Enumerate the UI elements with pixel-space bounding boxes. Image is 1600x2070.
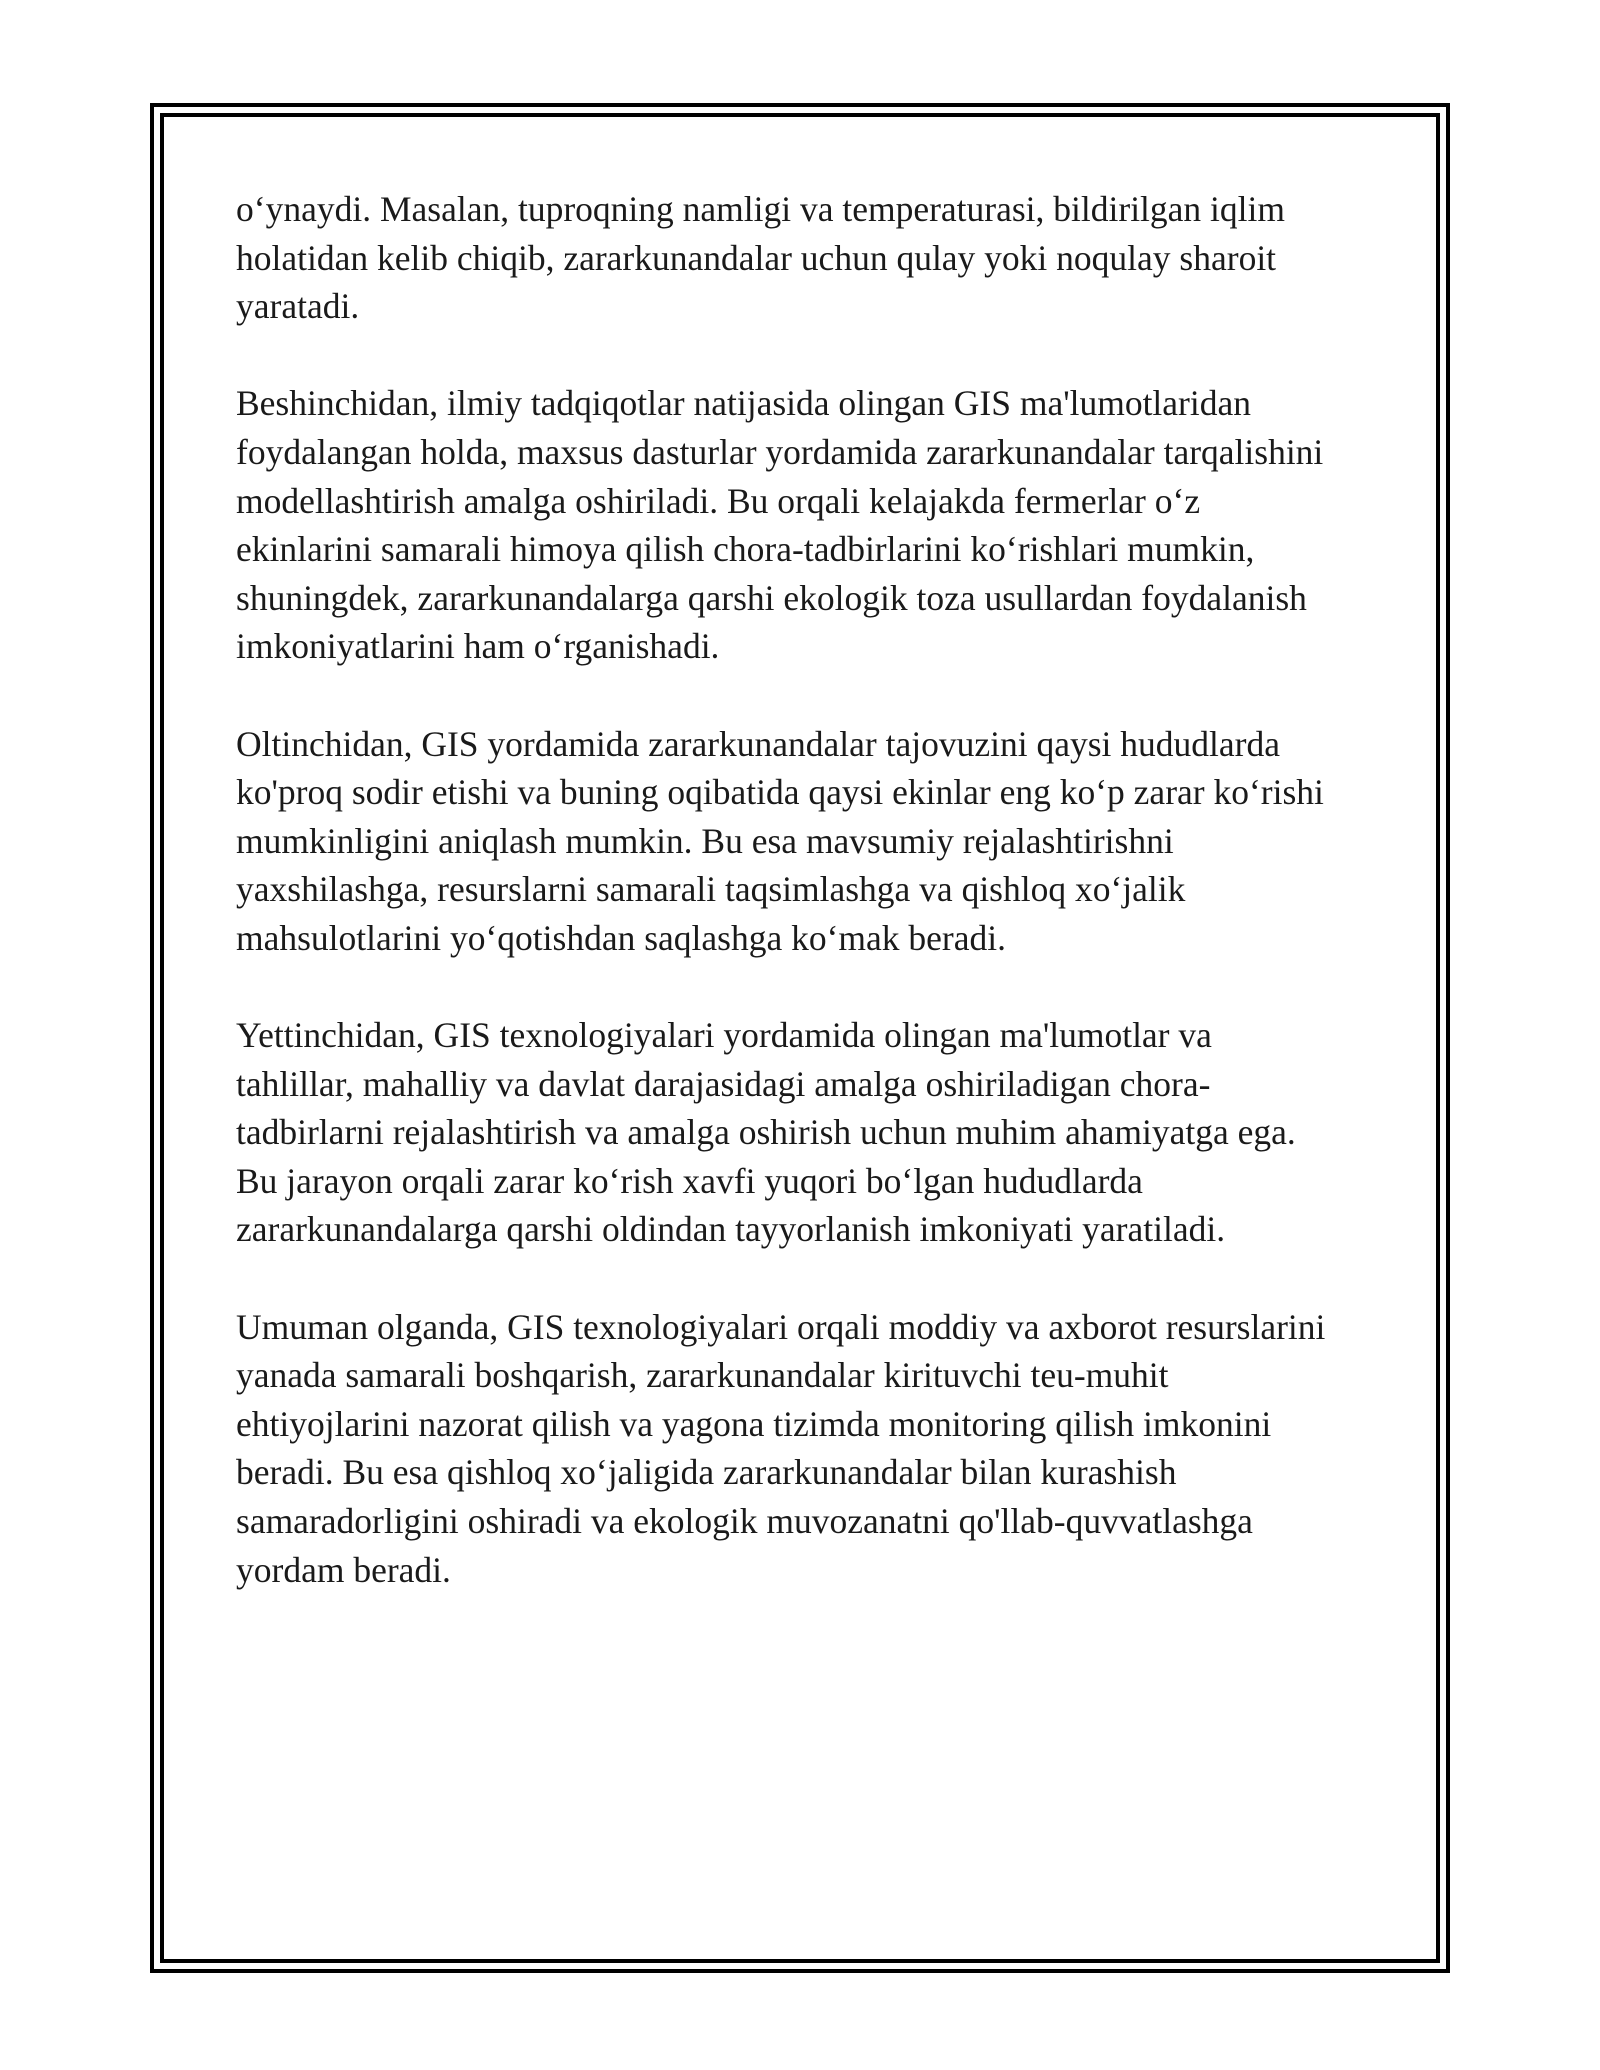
paragraph-conclusion: Umuman olganda, GIS texnologiyalari orqali moddiy va axborot resurslarini yanada samarali boshqarish, zararkunandalar kirituvchi teu-muhit ehtiyojlarini nazorat qilish va yagona tizimda monitoring qilish imkonini beradi. Bu esa qishloq xo‘jaligida zararkunandalar bilan kurashish samaradorligini oshiradi va ekologik muvozanatni qo'llab-quvvatlashga yordam beradi. — [236, 1306, 1326, 1590]
document-body — [236, 185, 1376, 1643]
paragraph-beshinchidan: Beshinchidan, ilmiy tadqiqotlar natijasida olingan GIS ma'lumotlaridan foydalangan holda, maxsus dasturlar yordamida zararkunandalar tarqalishini modellashtirish amalga oshiriladi. Bu orqali kelajakda fermerlar o‘z ekinlarini samarali himoya qilish chora-tadbirlarini ko‘rishlari mumkin, shuningdek, zararkunandalarga qarshi ekologik toza usullardan foydalanish imkoniyatlarini ham o‘rganishadi. — [236, 383, 1324, 667]
paragraph-yettinchidan: Yettinchidan, GIS texnologiyalari yordamida olingan ma'lumotlar va tahlillar, mahalliy va davlat darajasidagi amalga oshiriladigan chora- tadbirlarni rejalashtirish va amalga oshirish uchun muhim ahamiyatga ega. Bu jarayon orqali zarar ko‘rish xavfi yuqori bo‘lgan hududlarda zararkunandalarga qarshi oldindan tayyorlanish imkoniyati yaratiladi. — [236, 1015, 1296, 1250]
paragraph-oltinchidan: Oltinchidan, GIS yordamida zararkunandalar tajovuzini qaysi hududlarda ko'proq sodir etishi va buning oqibatida qaysi ekinlar eng ko‘p zarar ko‘rishi mumkinligini aniqlash mumkin. Bu esa mavsumiy rejalashtirishni yaxshilashga, resurslarni samarali taqsimlashga va qishloq xo‘jalik mahsulotlarini yo‘qotishdan saqlashga ko‘mak beradi. — [236, 723, 1324, 958]
paragraph-continuation: o‘ynaydi. Masalan, tuproqning namligi va temperaturasi, bildirilgan iqlim holatidan kelib chiqib, zararkunandalar uchun qulay yoki noqulay sharoit yaratadi. — [236, 189, 1286, 327]
